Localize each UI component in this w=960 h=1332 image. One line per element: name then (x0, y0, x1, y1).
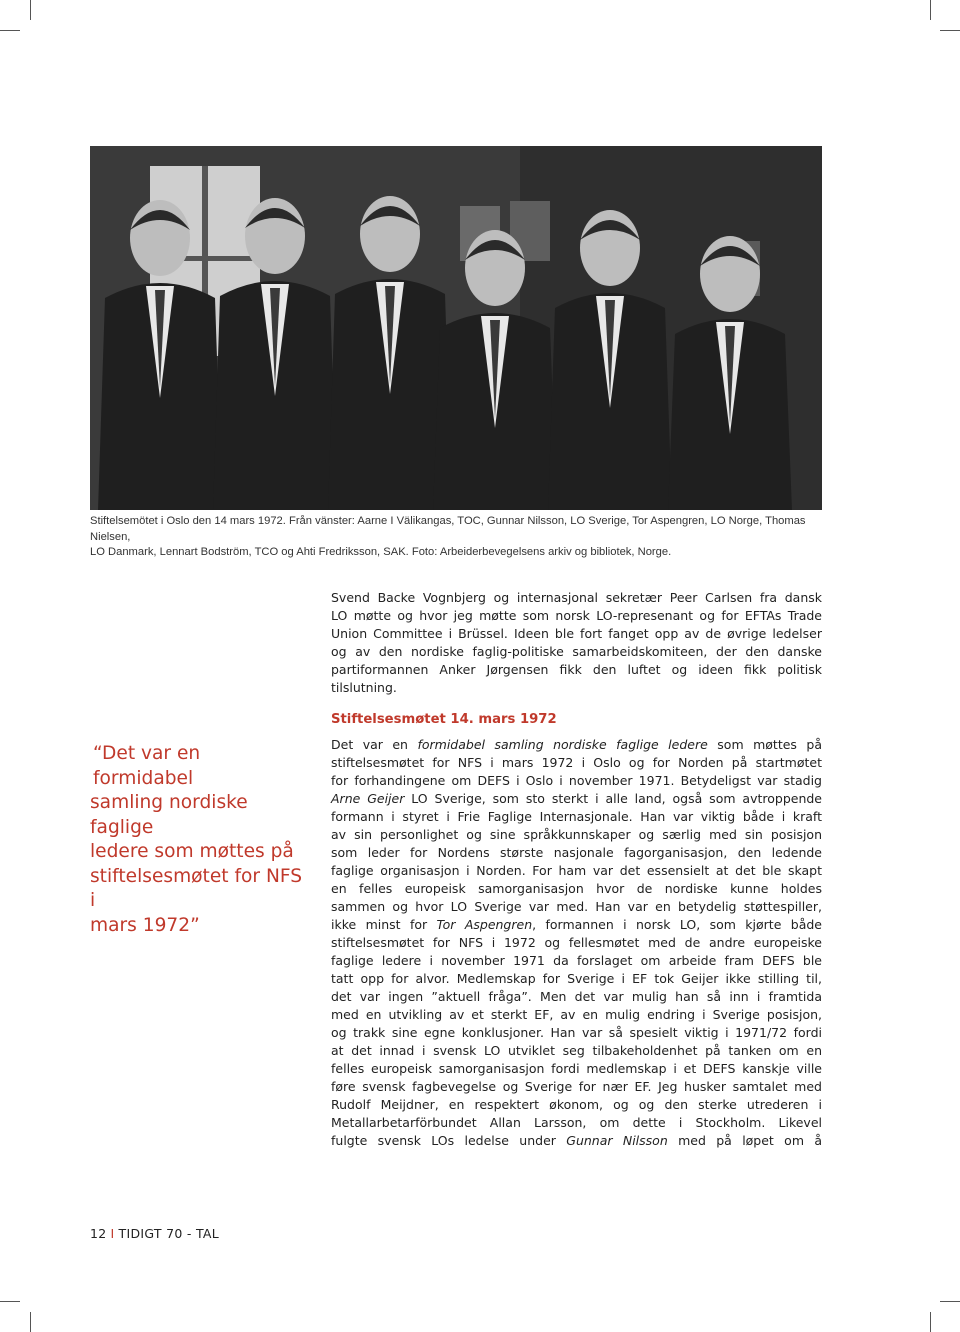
article-paragraph (331, 589, 822, 697)
text-line: felles europeisk samorganisasjon fordi medlemskap i et DEFS kanskje ville (331, 1061, 822, 1076)
text-line: og av den nordiske faglig-politiske samarbeidskomiteen, der den danske (331, 644, 822, 659)
text-line: en felles europeisk samorganisasjon hvor de nordiske kunne holdes (331, 881, 822, 896)
pull-quote-line: “Det var en formidabel (93, 743, 201, 789)
text-line: Union Committee i Brüssel. Ideen ble fort fanget opp av de øvrige ledelser (331, 626, 822, 641)
pull-quote-line: mars 1972” (90, 914, 200, 936)
text-line: stiftelsesmøtet for NFS i mars 1972 i Oslo og for Norden på startmøtet (331, 755, 822, 770)
footer-separator: I (110, 1226, 115, 1241)
text-line: LO møtte og hvor jeg møtte som norsk LO-represenant og for EFTAs Trade (331, 608, 822, 623)
pull-quote (90, 742, 305, 938)
text-line (331, 736, 822, 754)
photo-caption (90, 514, 830, 561)
text-line: partiformannen Anker Jørgensen fikk den luftet og ideen fikk politisk (331, 662, 822, 677)
text-run: med på løpet om å (667, 1133, 823, 1148)
crop-mark (0, 30, 20, 31)
text-line: tatt opp for alvor. Medlemskap for Sverige i EF tok Geijer ikke stilling til, (331, 971, 822, 986)
text-line: føre svensk fagbevegelse og Sverige for nær EF. Jeg husker samtalet med (331, 1079, 822, 1094)
text-line: Svend Backe Vognbjerg og internasjonal sekretær Peer Carlsen fra dansk (331, 590, 822, 605)
caption-line: Stiftelsemötet i Oslo den 14 mars 1972. Från vänster: Aarne I Välikangas, TOC, Gunnar Nilsson, LO Sverige, Tor Aspengren, LO Norge, Thomas Nielsen, (90, 515, 806, 543)
pull-quote-line: samling nordiske faglige (90, 792, 248, 838)
text-line (331, 916, 822, 934)
italic-text: Tor Aspengren (436, 917, 533, 932)
pull-quote-line: stiftelsesmøtet for NFS i (90, 865, 303, 911)
text-run: , formannen i norsk LO, som kjørte både (532, 917, 822, 932)
text-run: LO Sverige, som sto sterkt i alle land, også som avtroppende (404, 791, 822, 806)
crop-mark (930, 1312, 931, 1332)
text-run: fulgte svensk LOs ledelse under (331, 1133, 567, 1148)
publication-name: TIDIGT 70 - TAL (118, 1226, 220, 1241)
text-line: faglige ledere i november 1971 da forslaget om arbeide fram DEFS ble (331, 953, 822, 968)
crop-mark (940, 30, 960, 31)
group-photo (90, 146, 822, 510)
text-line: det var ingen ”aktuell fråga”. Men det var mulig han så inn i framtida (331, 989, 822, 1004)
page-footer (90, 1226, 219, 1241)
text-line: som leder for Nordens største nasjonale fagorganisasjon, den ledende (331, 845, 822, 860)
crop-mark (930, 0, 931, 20)
text-run: ikke minst for (331, 917, 437, 932)
crop-mark (0, 1301, 20, 1302)
text-line: og trakk sine egne konklusjoner. Han var så spesielt viktig i 1971/72 fordi (331, 1025, 822, 1040)
text-line: av sin personlighet og sine språkkunnskaper og særlig med sin posisjon (331, 827, 822, 842)
page-number: 12 (90, 1226, 107, 1241)
text-line (331, 790, 822, 808)
text-line (331, 1132, 822, 1150)
caption-line: LO Danmark, Lennart Bodström, TCO og Ahti Fredriksson, SAK. Foto: Arbeiderbevegelsens arkiv og bibliotek, Norge. (90, 546, 672, 558)
italic-text: Arne Geijer (331, 791, 405, 806)
article-paragraph (331, 736, 822, 1150)
text-line: at det innad i svensk LO utviklet seg tilbakeholdenhet på tanken om en (331, 1043, 822, 1058)
section-heading: Stiftelsesmøtet 14. mars 1972 (331, 712, 557, 727)
crop-mark (30, 0, 31, 20)
text-line: sammen og hvor LO Sverige var med. Han var en betydelig støttespiller, (331, 899, 822, 914)
pull-quote-line: ledere som møttes på (90, 841, 294, 862)
text-line: Rudolf Meijdner, en respektert økonom, og og den sterke utrederen i (331, 1097, 822, 1112)
text-run: Det var en (331, 737, 418, 752)
crop-mark (940, 1301, 960, 1302)
text-line: med en utvikling av et sterkt EF, av en mulig endring i Sverige posisjon, (331, 1007, 822, 1022)
text-line: Metallarbetarförbundet Allan Larsson, om dette i Stockholm. Likevel (331, 1115, 822, 1130)
crop-mark (30, 1312, 31, 1332)
text-run: som møttes på (707, 737, 823, 752)
text-line: for forhandingene om DEFS i Oslo i november 1971. Betydeligst var stadig (331, 773, 822, 788)
italic-text: Gunnar Nilsson (566, 1133, 668, 1148)
text-line: stiftelsesmøtet for NFS i 1972 og fellesmøtet med de andre europeiske (331, 935, 822, 950)
text-line: formann i styret i Frie Faglige Internasjonale. Han var viktig både i kraft (331, 809, 822, 824)
text-line: tilslutning. (331, 680, 397, 695)
italic-text: formidabel samling nordiske faglige ledere (417, 737, 708, 752)
text-line: faglige organisasjon i Norden. For ham var det essensielt at det ble skapt (331, 863, 822, 878)
